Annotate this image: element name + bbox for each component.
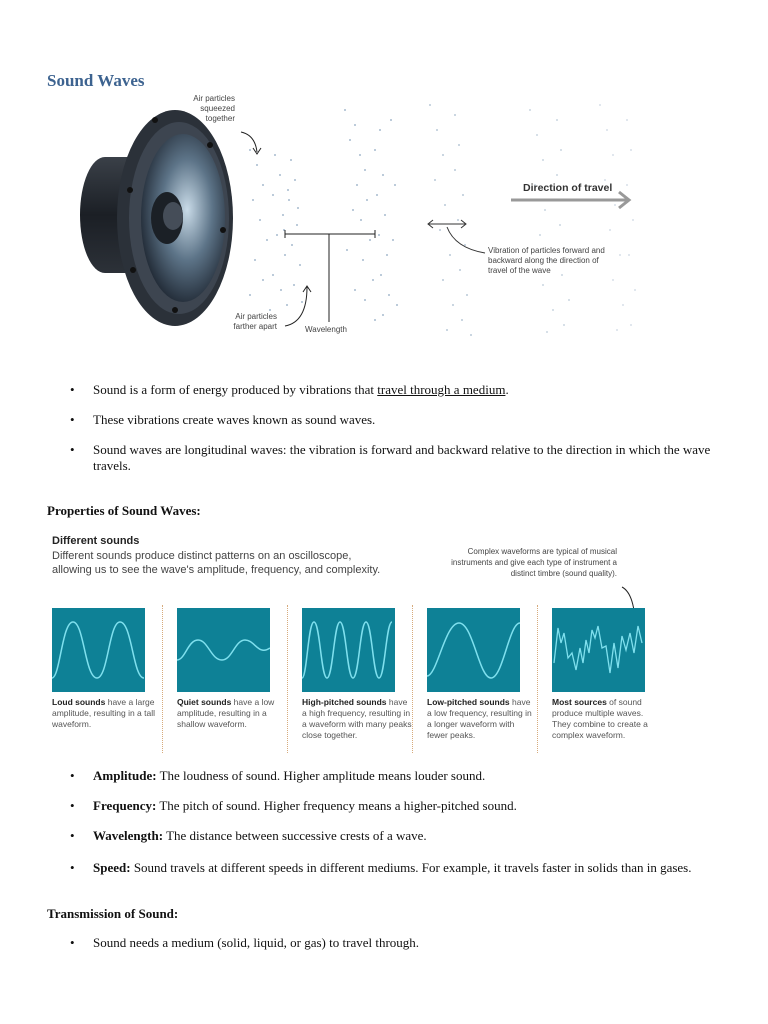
divider xyxy=(537,605,538,753)
list-item: • Sound waves are longitudinal waves: the vibration is forward and backward relative to the direction in which the wave travels. xyxy=(70,442,711,473)
bullet-icon: • xyxy=(70,768,75,783)
tall-waveform-icon xyxy=(52,608,145,692)
complex-waveform-icon xyxy=(552,608,645,692)
bullet-icon: • xyxy=(70,860,75,875)
list-item: • These vibrations create waves known as sound waves. xyxy=(70,412,376,427)
sound-wave-diagram xyxy=(45,90,645,345)
bullet-icon: • xyxy=(70,828,75,843)
label-direction: Direction of travel xyxy=(523,182,613,194)
list-item: • Sound needs a medium (solid, liquid, or gas) to travel through. xyxy=(70,935,420,950)
caption-complex: Most sources of sound produce multiple waves. They combine to create a complex waveform. xyxy=(552,697,648,740)
complex-waveform-note: Complex waveforms are typical of musical instruments and give each type of instrument a distinct timbre (sound quality). xyxy=(451,547,617,578)
panel-high-pitched xyxy=(302,608,395,692)
intro-bullet-list xyxy=(47,382,727,474)
caption-loud: Loud sounds have a large amplitude, resulting in a tall waveform. xyxy=(52,697,156,729)
panel-loud xyxy=(52,608,145,692)
transmission-bullet-list xyxy=(47,935,727,951)
speaker-illustration xyxy=(45,90,645,345)
wavelength-marker xyxy=(285,230,375,322)
panel-complex xyxy=(552,608,645,692)
divider xyxy=(162,605,163,753)
list-item: • Sound is a form of energy produced by vibrations that travel through a medium. xyxy=(70,382,509,397)
air-particles xyxy=(249,104,636,336)
direction-arrow-icon xyxy=(511,192,629,208)
panel-low-pitched xyxy=(427,608,520,692)
bullet-icon: • xyxy=(70,798,75,813)
property-bullet-list xyxy=(47,768,727,877)
figure-heading: Different sounds xyxy=(52,535,140,547)
panel-quiet xyxy=(177,608,270,692)
bullet-icon: • xyxy=(70,382,75,397)
page-title: Sound Waves xyxy=(47,71,145,90)
waveform-comparison-diagram xyxy=(47,535,697,755)
caption-high-pitched: High-pitched sounds have a high frequency, resulting in a waveform with many peaks close together. xyxy=(302,697,412,740)
divider xyxy=(287,605,288,753)
bullet-icon: • xyxy=(70,935,75,950)
list-item: • Amplitude: The loudness of sound. Higher amplitude means louder sound. xyxy=(70,768,486,783)
list-item: • Speed: Sound travels at different speeds in different mediums. For example, it travels faster in solids than in gases. xyxy=(70,860,692,875)
label-squeezed: Air particles squeezed together xyxy=(193,94,235,123)
underlined-link[interactable]: travel through a medium xyxy=(377,382,506,397)
bullet-icon: • xyxy=(70,442,75,457)
bullet-icon: • xyxy=(70,412,75,427)
list-item: • Frequency: The pitch of sound. Higher frequency means a higher-pitched sound. xyxy=(70,798,517,813)
section-heading-properties: Properties of Sound Waves: xyxy=(47,503,201,518)
label-wavelength: Wavelength xyxy=(305,325,347,334)
low-frequency-waveform-icon xyxy=(427,608,520,692)
divider xyxy=(412,605,413,753)
label-vibration: Vibration of particles forward and backward along the direction of travel of the wave xyxy=(488,246,605,275)
list-item: • Wavelength: The distance between successive crests of a wave. xyxy=(70,828,427,843)
high-frequency-waveform-icon xyxy=(302,608,395,692)
label-farther-apart: Air particles farther apart xyxy=(233,312,277,331)
shallow-waveform-icon xyxy=(177,608,270,692)
section-heading-transmission: Transmission of Sound: xyxy=(47,906,179,921)
vibration-arrow-icon xyxy=(428,220,485,253)
caption-low-pitched: Low-pitched sounds have a low frequency, resulting in a longer waveform with fewer peaks. xyxy=(427,697,532,740)
figure-subheading: Different sounds produce distinct patterns on an oscilloscope, allowing us to see the wave's amplitude, frequency, and complexity. xyxy=(52,550,381,576)
caption-quiet: Quiet sounds have a low amplitude, resulting in a shallow waveform. xyxy=(177,697,275,729)
